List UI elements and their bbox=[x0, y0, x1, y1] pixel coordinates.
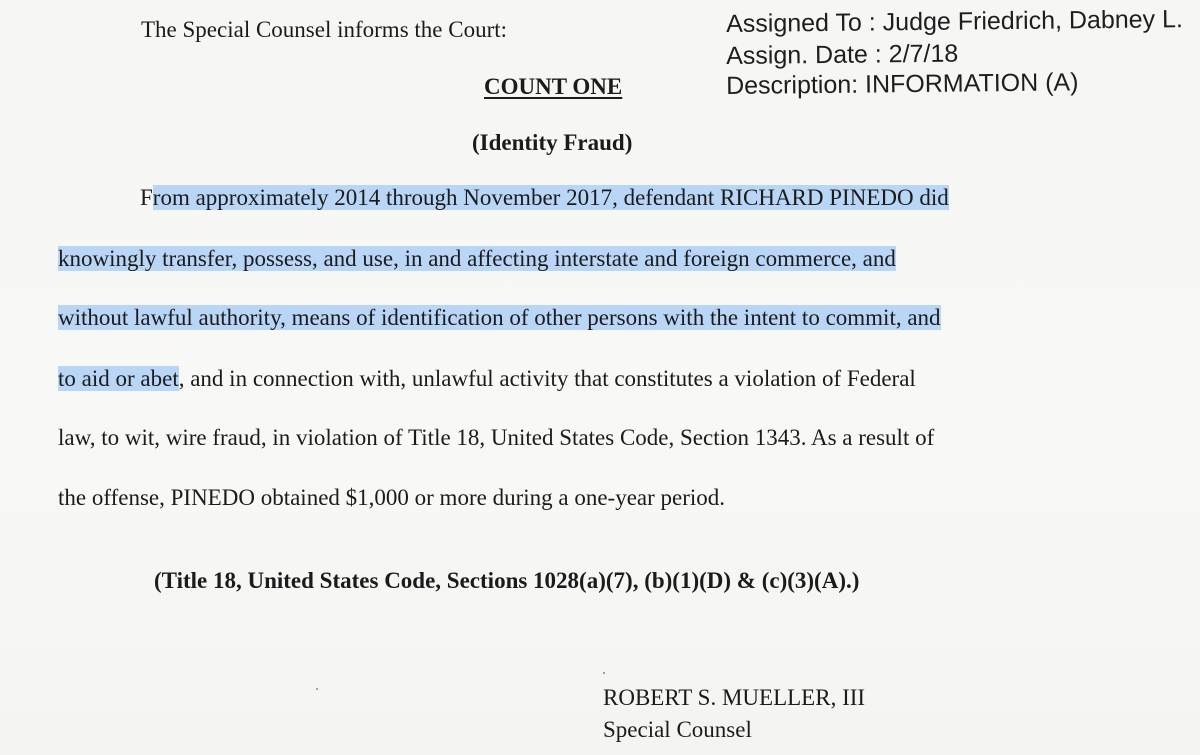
paragraph-line-6: the offense, PINEDO obtained $1,000 or more during a one-year period. bbox=[58, 485, 726, 510]
intro-text: The Special Counsel informs the Court: bbox=[141, 17, 508, 42]
statute-citation: (Title 18, United States Code, Sections 1028(a)(7), (b)(1)(D) & (c)(3)(A).) bbox=[154, 568, 860, 593]
assign-date-text: Assign. Date : 2/7/18 bbox=[726, 39, 959, 70]
scan-speck bbox=[603, 672, 605, 674]
count-title: COUNT ONE bbox=[484, 74, 623, 99]
selected-text-line-3[interactable]: without lawful authority, means of identification of other persons with the intent to commit, and bbox=[58, 305, 941, 330]
paragraph-line-5: law, to wit, wire fraud, in violation of Title 18, United States Code, Section 1343. As a result of bbox=[58, 425, 935, 450]
selected-text-line-1[interactable]: rom approximately 2014 through November 2017, defendant RICHARD PINEDO did bbox=[152, 185, 949, 210]
selected-text-line-4[interactable]: to aid or abet bbox=[58, 366, 179, 391]
signer-name: ROBERT S. MUELLER, III bbox=[603, 685, 866, 710]
description-text: Description: INFORMATION (A) bbox=[726, 68, 1079, 100]
count-subtitle: (Identity Fraud) bbox=[472, 130, 633, 155]
signer-title: Special Counsel bbox=[603, 717, 752, 742]
paragraph-line-1[interactable] bbox=[140, 183, 949, 213]
paragraph-line-4[interactable] bbox=[58, 364, 916, 394]
assigned-to-text: Assigned To : Judge Friedrich, Dabney L. bbox=[726, 5, 1184, 38]
line-1-unselected: F bbox=[140, 185, 153, 210]
paragraph-line-2[interactable] bbox=[58, 244, 896, 274]
scan-speck bbox=[316, 688, 318, 690]
selected-text-line-2[interactable]: knowingly transfer, possess, and use, in and affecting interstate and foreign commerce, and bbox=[58, 246, 896, 271]
paragraph-line-3[interactable] bbox=[58, 303, 941, 333]
line-4-unselected: , and in connection with, unlawful activity that constitutes a violation of Federal bbox=[178, 366, 916, 391]
